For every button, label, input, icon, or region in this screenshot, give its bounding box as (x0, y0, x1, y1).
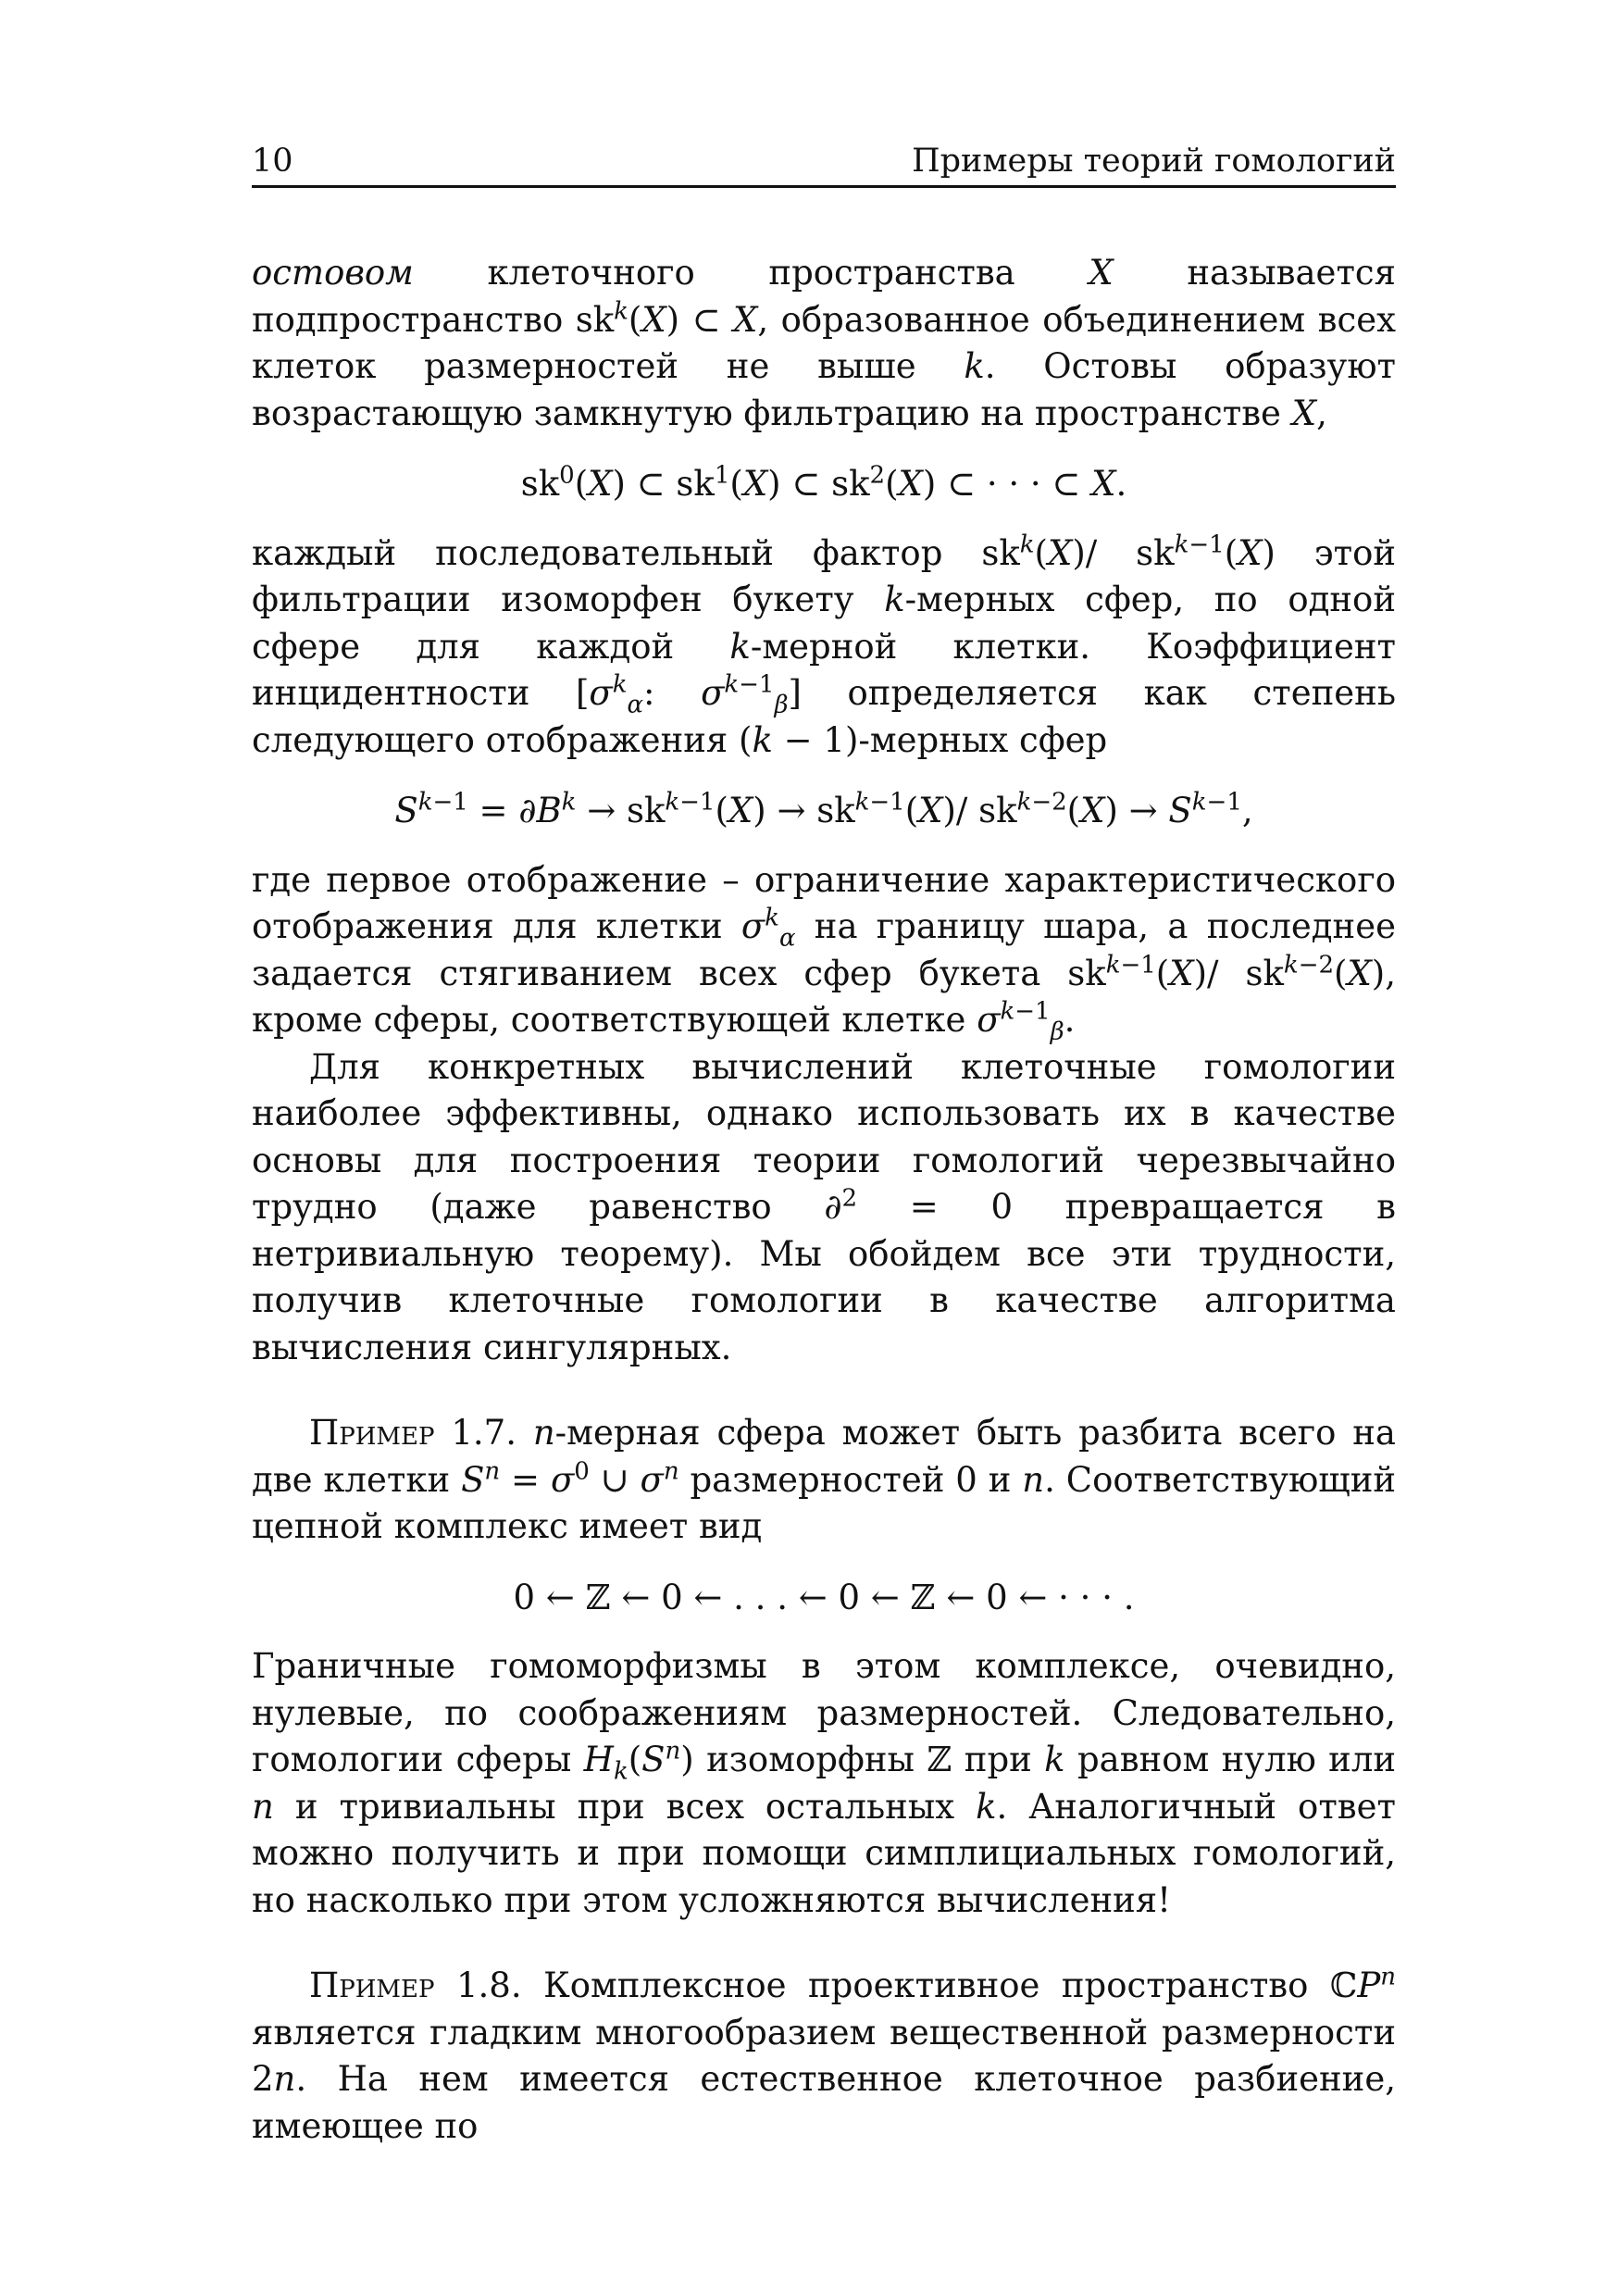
example-label: Пример 1.8. (309, 1965, 522, 2005)
formula-skeleton-filtration: $sk^0(X)$ ⊂ $sk^1(X)$ ⊂ $sk^2(X)$ ⊂ · · · ⊂ X. (520, 461, 1127, 504)
paragraph-map-description: где первое отображение – ограничение характеристического отображения для клетки $\sigma^k_\alpha$ на границу шара, а последнее задается стягиванием всех сфер букета $sk^{k-1}(X)/$ $sk^{k-2}(X)$, кроме сферы, соответствующей клетке $\sigma^{k-1}_\beta$. (252, 859, 1396, 1046)
running-title: Примеры теорий гомологий (912, 143, 1396, 180)
body-text (252, 250, 1396, 2150)
page-number: 10 (252, 143, 293, 180)
formula-sphere-map: $S^{k-1} = \partial B^k \to sk^{k-1}(X) \to sk^{k-1}(X)/$ $sk^{k-2}(X) \to S^{k-1}$, (394, 788, 1253, 830)
paragraph-skeleton-definition: остовом клеточного пространства X называется подпространство $sk^k(X)$ ⊂ X, образованное объединением всех клеток размерностей не выше k. Остовы образуют возрастающую замкнутую фильтрацию на пространстве X, (252, 253, 1396, 433)
example-1-7: Пример 1.7. n-мерная сфера может быть разбита всего на две клетки $S^n = \sigma^0$ ∪ $\sigma^n$ размерностей 0 и n. Соответствующий цепной комплекс имеет вид (252, 1413, 1397, 1546)
paragraph-sphere-homology: Граничные гомоморфизмы в этом комплексе, очевидно, нулевые, по соображениям размерностей. Следовательно, гомологии сферы $H_k(S^n)$ изоморфны ℤ при k равном нулю или n и тривиальны при всех остальных k. Аналогичный ответ можно получить и при помощи симплициальных гомологий, но насколько при этом усложняются вычисления! (252, 1646, 1396, 1920)
term-skeleton: остовом (252, 253, 414, 293)
page (252, 120, 1396, 2213)
example-label: Пример 1.7. (309, 1413, 517, 1453)
example-1-8: Пример 1.8. Комплексное проективное пространство ℂP$^n$ является гладким многообразием вещественной размерности 2n. На нем имеется естественное клеточное разбиение, имеющее по (252, 1963, 1396, 2146)
paragraph-cellular-homology: Для конкретных вычислений клеточные гомологии наиболее эффективны, однако использовать их в качестве основы для построения теории гомологий черезвычайно трудно (даже равенство ∂$^2$ = 0 превращается в нетривиальную теорему). Мы обойдем все эти трудности, получив клеточные гомологии в качестве алгоритма вычисления сингулярных. (252, 1046, 1396, 1367)
paragraph-incidence-coefficient: каждый последовательный фактор $sk^k(X)/$ $sk^{k-1}(X)$ этой фильтрации изоморфен букету k-мерных сфер, по одной сфере для каждой k-мерной клетки. Коэффициент инцидентности [$\sigma^k_\alpha$: $\sigma^{k-1}_\beta$] определяется как степень следующего отображения (k − 1)-мерных сфер (252, 530, 1397, 760)
formula-chain-complex: 0 ← ℤ ← 0 ← . . . ← 0 ← ℤ ← 0 ← · · · . (513, 1577, 1135, 1617)
running-header (252, 137, 1396, 188)
